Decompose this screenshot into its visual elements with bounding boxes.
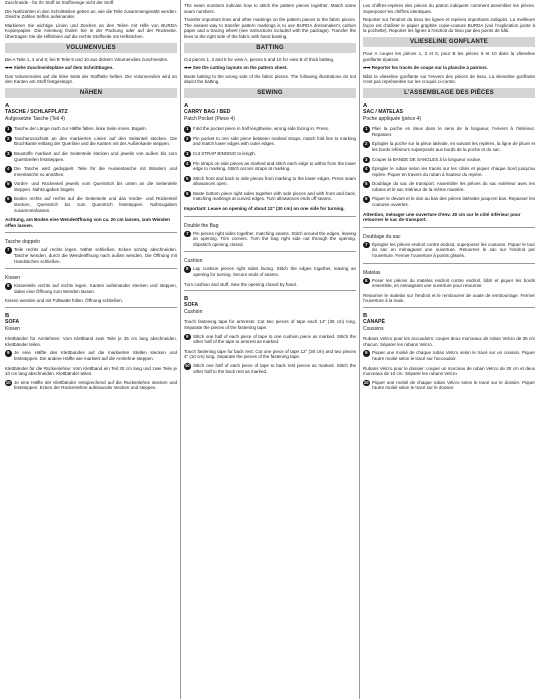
backrest-tape-text: Klettbänder für die Rückenlehne: Vom Klettband ein Teil 30 cm lang und zwei Teile je 10 cm lang abschneiden. Klettbänder teilen. — [5, 365, 177, 377]
step-item: 2 Taschenzuschnitt an den markierten Linien auf den Seitenteil stecken. Die Bruchkante entlang der Querlinie und die Kanten mit der Außenkante steppen. — [5, 136, 177, 147]
step-number-icon: 5 — [363, 181, 370, 188]
batting-cutting-note: ➡➡ Siehe Zuschneidepläne auf dem Schnittbogen. — [5, 65, 114, 71]
step-number-icon: 9 — [363, 350, 370, 357]
step-number-icon: 2 — [363, 141, 370, 148]
step-number-icon: 8 — [5, 283, 12, 290]
view-a-title: TASCHE / SCHLAFPLATZ — [5, 109, 68, 116]
view-a-subtitle: Poche appliquée (pièce 4) — [363, 116, 422, 123]
step-item: 3 Baustoffe markiert auf die Seitenteile stecken und jeweils von außen bis zum Querstreifen feststeppen. — [5, 151, 177, 162]
view-b-title: SOFA — [184, 302, 199, 309]
step-item: 1 Plier la poche en deux dans le sens de la longueur, l'envers à l'intérieur. Repasser. — [363, 126, 535, 137]
step-item: 10 Piquer une moitié de chaque ruban Velcro selon le tracé sur le dossier. Piquer l'autre moitié selon le tracé sur le dossier. — [363, 379, 535, 391]
step-item: 1 Fold the pocket piece in half lengthwise, wrong side facing in. Press. — [184, 126, 356, 132]
step-item: 8 Lay cushion pieces right sides facing. Stitch the edges together, leaving an opening for turning. Secure ends of seams. — [184, 266, 356, 277]
cushion-finish: Kissen wenden und mit Füllwatte füllen. Öffnung schließen. — [5, 298, 123, 304]
step-number-icon: 7 — [184, 231, 191, 238]
batting-cutting-note: ➡➡ Reporter les tracés de coupe sur la planche à patrons. — [363, 65, 488, 71]
column-divider-left — [180, 0, 181, 699]
batting-extra: Das Volumenvlies auf die linke Seite der Stoffteile heften. Die Volumenvlies wird an den Kanten am Stoff festgesteppt. — [5, 73, 177, 85]
subsection-cushion: Matelas — [363, 269, 381, 276]
subsection-cushion: Kissen — [5, 275, 21, 282]
step-item: 3 Couper la BANDE DE SANGLES à la longueur voulue. — [363, 157, 535, 163]
view-b-title: SOFA — [5, 319, 20, 326]
step-item: 6 Baste bottom piece right sides together with side pieces and with front and back, matching markings at curved edges. Turn allowances ends off seams. — [184, 191, 356, 202]
step-number-icon: 7 — [5, 247, 12, 254]
armrest-tape-text: Klettbänder für Armlehnen: Vom Klettband zwei Teile je 35 cm lang abschneiden. Klettbänder teilen. — [5, 336, 177, 347]
step-number-icon: 4 — [363, 166, 370, 173]
step-number-icon: 5 — [5, 181, 12, 188]
intro-seam-numbers: Die Nahtzahlen in den Schnittteilen geben an, wie die Teile zusammengenäht werden. Gleiche Zahlen treffen aufeinander. — [5, 8, 177, 20]
intro-markings: Transfer important lines and other markings on the pattern pieces to the fabric pieces. The easiest way to transfer pattern markings is to use BURDA dressmaker's carbon paper and a tracing wheel (see instructions included with the package). Transfer the lines to the right side of the fabric with hand basting. — [184, 17, 356, 39]
batting-instructions: Cut pieces 1, 3 and 8 for view A, pieces 5 and 10 for view B of thick batting. — [184, 56, 335, 62]
step-number-icon: 8 — [363, 278, 370, 285]
step-number-icon: 9 — [184, 334, 191, 341]
step-number-icon: 10 — [5, 379, 11, 385]
step-item: 10 Je eine Hälfte der Klettbänder entsprechend auf die Rückenlehne stecken und feststeppen. Ecken der Rückenlehne aufeinander stecken und steppen. — [5, 379, 177, 391]
step-item: 8 Kissenteile rechts auf rechts legen. Kanten aufeinander stecken und steppen, dabei eine Öffnung zum Wenden lassen. — [5, 283, 177, 294]
view-b-subtitle: Coussins — [363, 326, 384, 333]
step-number-icon: 10 — [184, 363, 190, 368]
step-item: 9 Stitch one half of each piece of tape to one cushion piece as marked. Stitch the other half of the tape to armrest as marked. — [184, 334, 356, 345]
batting-extra: Bâtir la vlieseline gonflante sur l'envers des pièces de tissu. La vlieseline gonflante n'est pas représentée sur les croquis ci-contre. — [363, 73, 535, 85]
step-number-icon: 7 — [363, 242, 370, 249]
step-item: 6 Piquer le devant et le dos au bas des pièces latérales jusqu'en bas. Repasser les coutures ouvertes. — [363, 196, 535, 207]
step-number-icon: 10 — [363, 379, 369, 385]
step-number-icon: 6 — [5, 196, 12, 203]
section-heading-sewing: SEWING — [184, 88, 356, 98]
column-divider-right — [359, 0, 360, 699]
step-number-icon: 3 — [363, 157, 370, 164]
turning-opening-note: Attention, ménager une ouverture d'env. 30 cm sur le côté inférieur pour retourner le sac de transport. — [363, 211, 521, 223]
intro-seam-numbers: Les chiffres-repères des pièces du patron indiquent comment assembler les pièces. Superposer les chiffres identiques. — [363, 3, 535, 14]
intro-markings: Reporter sur l'endroit du tissu les lignes et repères importants indiqués. La meilleure façon est d'utiliser le papier graphite copie-couture BURDA (voir l'explication jointe à la pochette). Reporter les lignes à l'endroit du tissu par des points de bâti. — [363, 17, 535, 34]
armrest-tape-text: Rubans Velcro pour les accoudoirs: couper deux morceaux de ruban Velcro de 35 cm chacun. Séparer les rubans Velcro. — [363, 336, 535, 347]
divider — [5, 232, 177, 233]
step-item: 9 Je eine Hälfte des Klettbandes auf die markierten Stellen stecken und feststeppen. Die andere Hälfte wie markiert auf die Armlehne steppen. — [5, 350, 177, 361]
divider — [5, 268, 177, 269]
subsection-double-bag: Doublage du sac — [363, 233, 401, 240]
divider — [184, 251, 356, 252]
view-letter-a: A — [363, 102, 368, 109]
section-heading-batting: VOLUMENVLIES — [5, 43, 177, 53]
step-number-icon: 6 — [184, 191, 191, 198]
step-item: 4 Épingler le ruban selon les tracés sur les côtés et piquer chaque bord jusqu'au repère. Piquer en travers du ruban à hauteur du repère. — [363, 166, 535, 177]
divider — [363, 227, 535, 228]
step-number-icon: 4 — [5, 166, 12, 173]
step-item: 10 Stitch one half of each piece of tape to back rest pieces as marked. Stitch the other half to the back rest as marked. — [184, 363, 356, 374]
batting-cutting-note: ➡➡ See the cutting layouts on the pattern sheet. — [184, 65, 288, 71]
view-a-subtitle: Aufgesetzte Tasche (Teil 4) — [5, 116, 65, 123]
step-item: 4 Pin straps on side pieces as marked and stitch each edge to within from the lower edge to marking. Stitch across straps at marking. — [184, 161, 356, 172]
language-column-de — [5, 0, 177, 395]
section-heading-batting: BATTING — [184, 43, 356, 53]
divider — [5, 307, 177, 308]
intro-markings: Markieren Sie wichtige Linien und Zeichen an den Teilen mit Hilfe von BURDA Kopierpapier. Die Anleitung finden Sie in der Packung oder auf der Rückseite. Übertragen Sie die Hilfslinien auf die rechte Stoffseite mit Heftstichen. — [5, 22, 177, 39]
step-item: 5 Doublage du sac de transport. Assembler les pièces du sac extérieur avec les rubans et le sac intérieur de la même manière. — [363, 181, 535, 192]
intro-line-1: Zuschneide - für Ihr Stoff ist Stoffmenge nicht der Stoff. — [5, 0, 115, 5]
step-number-icon: 3 — [184, 151, 191, 158]
view-a-title: CARRY BAG / BED — [184, 109, 231, 116]
step-item: 4 Die Tasche wird gedoppelt. Teile für die Aussentasche mit Bändern und Innentasche so annähen. — [5, 166, 177, 177]
view-letter-b: B — [184, 296, 189, 303]
view-b-title: CANAPÉ — [363, 319, 385, 326]
view-letter-a: A — [184, 102, 189, 109]
step-number-icon: 4 — [184, 161, 191, 168]
language-column-fr — [363, 0, 535, 395]
step-item: 6 Boden rechts auf rechts auf die Seitenteile und das Vorder- und Rückenteil stecken, Querstrich bis zum Querstrich feststeppen. Nahtzugaben zusammenfassen. — [5, 196, 177, 213]
step-item: 2 Pin pocket to one side piece between marked straps, match fold line to marking and match lower edges with outer edges. — [184, 136, 356, 147]
divider — [363, 307, 535, 308]
step-item: 8 Poser les pièces du matelas endroit contre endroit, bâtir et piquer les bords ensemble, en ménageant une ouverture pour retourner. — [363, 278, 535, 289]
language-column-en — [184, 0, 356, 378]
step-number-icon: 2 — [184, 136, 191, 143]
subsection-double-bag: Double the Bag — [184, 222, 219, 229]
intro-seam-numbers: The seam numbers indicate how to stitch the pattern pieces together. Match same seam numbers. — [184, 3, 356, 14]
section-heading-sewing: NÄHEN — [5, 88, 177, 98]
batting-extra: Baste batting to the wrong side of the fabric pieces. The following illustrations do not depict the batting. — [184, 73, 356, 85]
divider — [363, 263, 535, 264]
armrest-tape-text: Touch fastening tape for armrests: Cut two pieces of tape each 14" (35 cm) long. Separate the pieces of the fastening tape. — [184, 319, 356, 331]
view-letter-b: B — [363, 313, 368, 320]
batting-instructions: Pour A couper les pièces 1, 3 et 8, pour B les pièces 5 et 10 dans la vlieseline gonflante épaisse. — [363, 50, 535, 62]
step-item: 9 Piquer une moitié de chaque ruban Velcro selon le tracé sur un coussin. Piquer l'autre moitié selon le tracé sur l'accoudoir. — [363, 350, 535, 361]
subsection-double-bag: Tasche doppeln — [5, 239, 41, 246]
cushion-finish: Retourner le matelas sur l'endroit et le rembourrer de ouate de rembourrage. Fermer l'ouverture à la main. — [363, 292, 535, 304]
step-item: 7 Épingler les pièces endroit contre endroit, superposer les coutures. Piquer le tour du sac en ménageant une ouverture. Retourner le sac sur l'endroit par l'ouverture. Fermer l'ouverture à points glissés. — [363, 242, 535, 259]
view-b-subtitle: Cushion — [184, 309, 203, 316]
divider — [184, 290, 356, 291]
step-item: 7 Teile rechts auf rechts legen. Nähte schließen. Ecken schräg abschneiden. Tasche wenden, durch die Wendeöffnung nach außen wenden. Die Öffnung mit Handstichen schließen. — [5, 247, 177, 264]
step-item: 2 Épingler la poche sur la pièce latérale, en suivant les repères, la ligne de pliure et les bords inférieurs superposés aux bords de la poche et du sac. — [363, 141, 535, 152]
view-letter-b: B — [5, 313, 10, 320]
step-item: 1 Tasche der Länge nach zur Hälfte falten, linke Seite innen. Bügeln. — [5, 126, 177, 132]
view-a-subtitle: Patch Pocket (Piece 4) — [184, 116, 235, 123]
step-number-icon: 6 — [363, 196, 370, 203]
step-number-icon: 8 — [184, 266, 191, 273]
step-number-icon: 9 — [5, 350, 12, 357]
step-number-icon: 1 — [363, 126, 370, 133]
turning-opening-note: Achtung, am Boden eine Wendeöffnung von ca. 20 cm lassen, zum Wenden offen lassen. — [5, 217, 170, 228]
view-b-subtitle: Kissen — [5, 326, 21, 333]
step-number-icon: 5 — [184, 176, 191, 183]
step-item: 5 Stitch front and back to side pieces from marking to the lower edges. Press seam allowances open. — [184, 176, 356, 187]
step-number-icon: 3 — [5, 151, 12, 158]
step-item: 3 Cut STRAP BINDING to length. — [184, 151, 356, 157]
turning-opening-note: Important: Leave an opening of about 12" (30 cm) on one side for turning. — [184, 206, 345, 212]
view-letter-a: A — [5, 102, 10, 109]
view-a-title: SAC / MATELAS — [363, 109, 403, 116]
section-heading-batting: VLIESELINE GONFLANTE — [363, 37, 535, 47]
step-item: 7 Pin pieces right sides together, matching seams. Stitch around the edges, leaving an opening. Trim corners. Turn the bag right side out through the opening. Slipstitch opening closed. — [184, 231, 356, 248]
divider — [184, 216, 356, 217]
backrest-tape-text: Rubans Velcro pour le dossier: couper un morceau de ruban Velcro de 30 cm et deux morceaux de 10 cm. Séparer les rubans Velcro. — [363, 365, 535, 377]
step-number-icon: 2 — [5, 136, 12, 143]
backrest-tape-text: Touch fastening tape for back rest: Cut one piece of tape 12" (30 cm) and two pieces 4" (10 cm) long. Separate the pieces of the fastening tape. — [184, 348, 356, 360]
step-item: 5 Vorder- und Rückenteil jeweils vom Querstrich bis unten an die Seitenteile steppen. Nahtzugaben bügeln. — [5, 181, 177, 192]
step-number-icon: 1 — [5, 126, 12, 133]
section-heading-sewing: L'ASSEMBLAGE DES PIÈCES — [363, 88, 535, 98]
subsection-cushion: Cushion — [184, 258, 203, 265]
cushion-finish: Turn cushion and stuff. Sew the opening closed by hand. — [184, 281, 298, 287]
batting-instructions: Bei A Teile 1, 3 und 8; bei B Teile 5 und 10 aus dickem Volumenvlies zuschneiden. — [5, 56, 169, 62]
step-number-icon: 1 — [184, 126, 191, 133]
